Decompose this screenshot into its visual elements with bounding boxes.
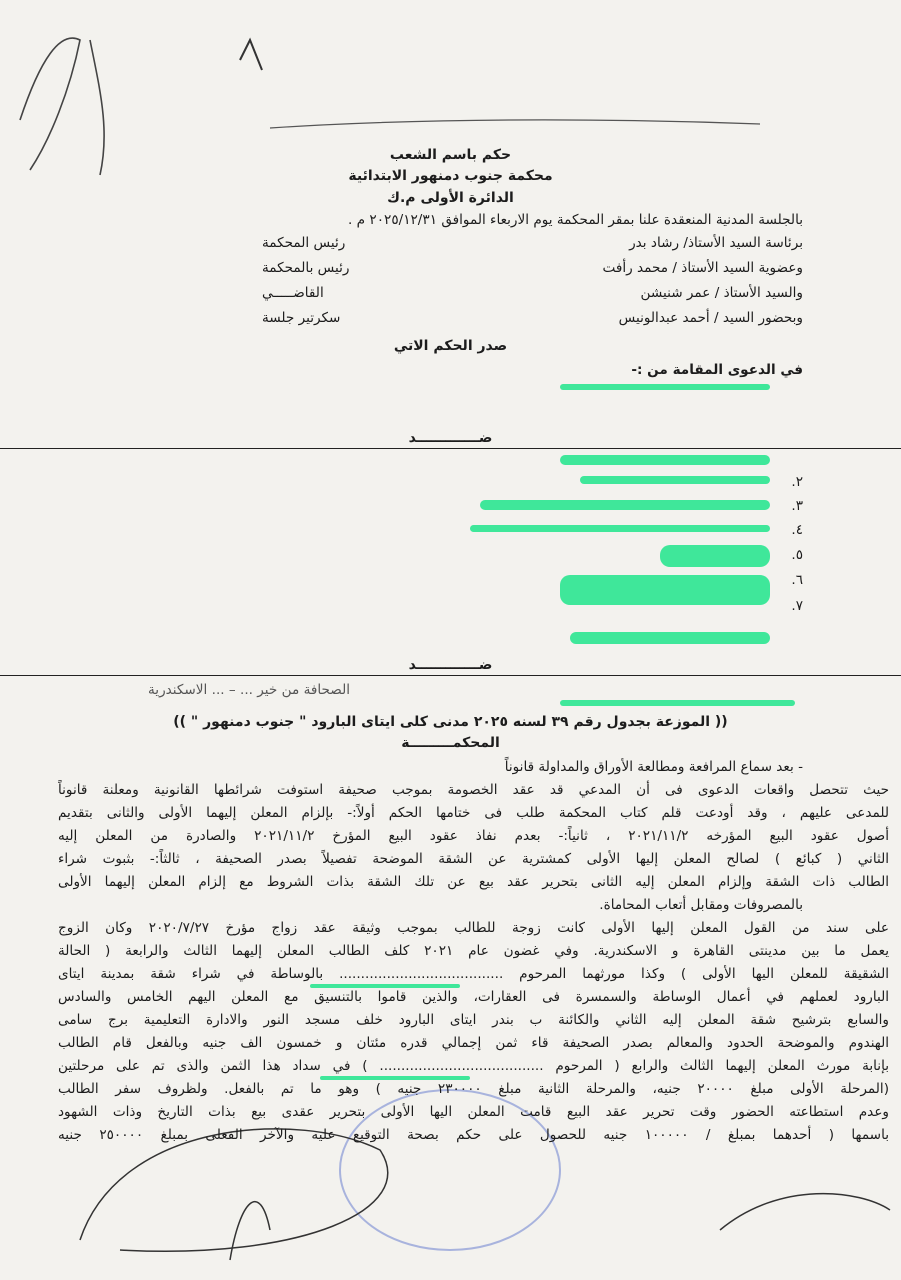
body-line: (المرحلة الأولى مبلغ ٢٠٠٠٠ جنيه، والمرحلة الثانية مبلغ ٢٣٠٠٠٠ جنيه ) وهو ما تم بالفعل. ولظروف سفر الطالب xyxy=(58,1081,889,1097)
body-line: الهندوم والموضحة الحدود والمعالم بصدر الصحيفة قاء ثمن إجمالي قدره مئتان و خمسون الف جنيه وبالفعل قام الطالب xyxy=(58,1035,889,1051)
header-circuit: الدائرة الأولى م.ك xyxy=(387,190,514,206)
redaction xyxy=(560,575,770,605)
header-line-1: حكم باسم الشعب xyxy=(389,147,512,163)
redaction xyxy=(660,545,770,567)
against-heading-2: ضـــــــــــــد xyxy=(0,655,901,676)
redaction xyxy=(560,384,770,390)
defendant-number: ٦. xyxy=(791,572,803,588)
body-line: للمدعى عليهم ، وقد أودعت قلم كتاب المحكمة طلب فى ختامها الحكم أولاً:- بإلزام المعلن إليهما الأولى والثانى بتقديم xyxy=(58,805,889,821)
session-line: بالجلسة المدنية المنعقدة علنا بمقر المحكمة يوم الاربعاء الموافق ٢٠٢٥/١٢/٣١ م . xyxy=(348,212,803,228)
redaction xyxy=(570,632,770,644)
body-line: والسابع بترشيح شقة المعلن إليه الثاني والكائنة ب بندر ايتاى البارود خلف مسجد النور والادارة التعليمية برج سامى xyxy=(58,1012,889,1028)
redaction xyxy=(560,700,795,706)
panel-name: برئاسة السيد الأستاذ/ رشاد بدر xyxy=(629,235,803,251)
panel-role: رئيس بالمحكمة xyxy=(262,260,350,276)
body-line: يعمل ما بين مدينتى القاهرة و الاسكندرية. وفي غضون عام ٢٠٢١ كلف الطالب المعلن إليهما الثالث والرابعة ( الحالة xyxy=(58,943,889,959)
panel-name: وعضوية السيد الأستاذ / محمد رأفت xyxy=(602,260,803,276)
body-line: باسمها ( أحدهما بمبلغ / ١٠٠٠٠٠ جنيه للحصول على حكم بصحة التوقيع عليه والآخر الفعلى بمبلغ ٢٥٠٠٠٠ جنيه xyxy=(58,1127,889,1143)
body-line: الشقيقة للمعلن اليها الأولى ) وكذا مورثهما المرحوم ...................................... بالوساطة في شراء شقة بمدينة ايتاى xyxy=(58,966,889,982)
panel-name: والسيد الأستاذ / عمر شنيشن xyxy=(640,285,803,301)
case-from-heading: في الدعوى المقامة من :- xyxy=(631,362,803,378)
court-heading: المحكمـــــــــة xyxy=(401,735,500,751)
case-listing: (( الموزعة بجدول رقم ٣٩ لسنه ٢٠٢٥ مدنى كلى ايتاى البارود " جنوب دمنهور " )) xyxy=(173,714,728,730)
defendant-number: ٥. xyxy=(791,547,803,563)
body-line: - بعد سماع المرافعة ومطالعة الأوراق والمداولة قانوناً xyxy=(504,759,803,775)
verdict-heading: صدر الحكم الاتي xyxy=(393,338,508,354)
redaction xyxy=(560,455,770,465)
panel-role: سكرتير جلسة xyxy=(262,310,341,326)
redaction xyxy=(580,476,770,484)
body-line: بإنابة مورث المعلن إليهما الثالث والرابع ( المرحوم ...................................... ) في سداد هذا الثمن والذى تم على مرحلتين xyxy=(58,1058,889,1074)
body-line: حيث تتحصل واقعات الدعوى فى أن المدعي قد عقد الخصومة بموجب صحيفة استوفت شرائطها القانونية ومعلنة قانوناً xyxy=(58,782,889,798)
body-line: على سند من القول المعلن إليها الأولى كانت زوجة للطالب بموجب وثيقة عقد زواج مؤرخ ٢٠٢٠/٧/٢٧ وكان الزوج xyxy=(58,920,889,936)
body-line: أصول عقود البيع المؤرخه ٢٠٢١/١١/٢ ، ثانياً:- بعدم نفاذ عقود البيع المؤرخ ٢٠٢١/١١/٢ والصادرة من المعلن إليه xyxy=(58,828,889,844)
defendant-number: ٧. xyxy=(791,598,803,614)
body-line: البارود لعملهم في أعمال الوساطة والسمسرة فى العقارات، والذين قاموا بالتنسيق مع المعلن اليهم الخامس والسادس xyxy=(58,989,889,1005)
header-court-name: محكمة جنوب دمنهور الابتدائية xyxy=(348,168,553,184)
defendant-number: ٣. xyxy=(791,498,803,514)
body-line: الثاني ( كبائع ) لصالح المعلن إليها الأولى كمشترية عن الشقة الموضحة تفصيلاً بصدر الصحيفة ، ثالثاً:- بثبوت شراء xyxy=(58,851,889,867)
defendant-number: ٤. xyxy=(791,522,803,538)
panel-role: القاضـــــي xyxy=(262,285,324,301)
redaction xyxy=(480,500,770,510)
body-line: الطالب ذات الشقة وإلزام المعلن إليه الثانى بتحرير عقد بيع عن تلك الشقة بذات الشروط مع إلزام المعلن إليهما الأولى xyxy=(58,874,889,890)
body-line: بالمصروفات ومقابل أتعاب المحاماة. xyxy=(599,897,803,913)
against-heading: ضـــــــــــــد xyxy=(0,428,901,449)
defendant-number: ٢. xyxy=(791,474,803,490)
defendant-party: الصحافة من خير ... – ... الاسكندرية xyxy=(148,682,350,698)
redaction xyxy=(470,525,770,532)
panel-role: رئيس المحكمة xyxy=(262,235,346,251)
body-line: وعدم استطاعته الحضور وقت تحرير عقد البيع قامت المعلن اليها الأولى بتحرير عقدى بيع بذات التاريخ وذات الشهود xyxy=(58,1104,889,1120)
panel-name: وبحضور السيد / أحمد عبدالونيس xyxy=(618,310,803,326)
